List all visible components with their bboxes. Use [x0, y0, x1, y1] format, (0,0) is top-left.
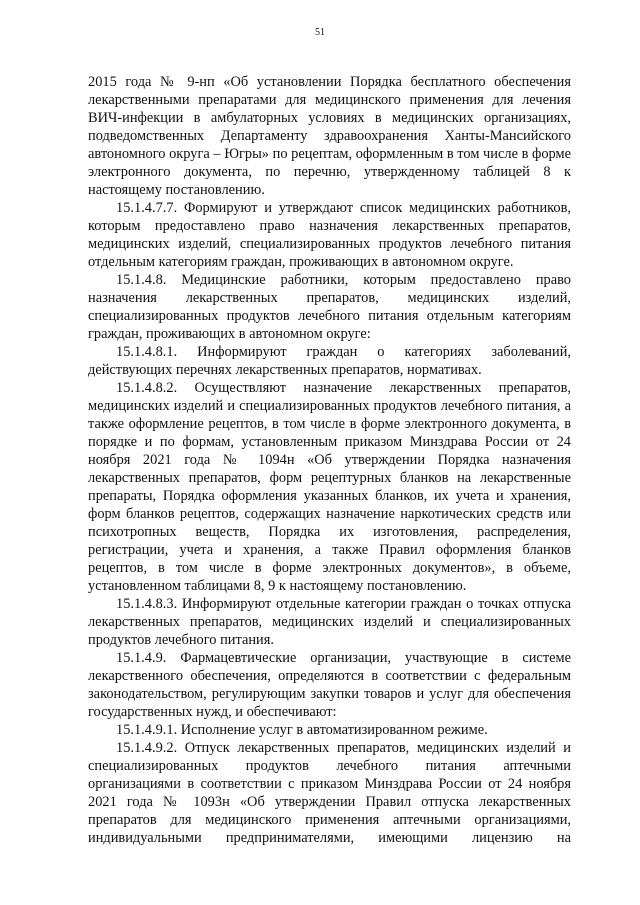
- paragraph-15-1-4-8: 15.1.4.8. Медицинские работники, которым предоставлено право назначения лекарственных препаратов, медицинских изделий, специализированных продуктов лечебного питания отдельным категориям граждан, проживающих в автономном округе:: [88, 272, 571, 342]
- page-number: 51: [315, 27, 325, 38]
- paragraph-15-1-4-9-1: 15.1.4.9.1. Исполнение услуг в автоматизированном режиме.: [116, 722, 488, 738]
- document-body: [88, 73, 571, 847]
- paragraph-15-1-4-8-1: 15.1.4.8.1. Информируют граждан о категориях заболеваний, действующих перечнях лекарственных препаратов, нормативах.: [88, 344, 571, 378]
- paragraph-15-1-4-8-3: 15.1.4.8.3. Информируют отдельные категории граждан о точках отпуска лекарственных препаратов, медицинских изделий и специализированных продуктов лечебного питания.: [88, 596, 571, 648]
- paragraph-15-1-4-9-2: 15.1.4.9.2. Отпуск лекарственных препаратов, медицинских изделий и специализированных продуктов лечебного питания аптечными организациями в соответствии с приказом Минздрава России от 24 ноября 2021 года № 1093н «Об утверждении Правил отпуска лекарственных препаратов для медицинского применения аптечными организациями, индивидуальными предпринимателями, имеющими лицензию на: [88, 740, 571, 846]
- paragraph-15-1-4-9: 15.1.4.9. Фармацевтические организации, участвующие в системе лекарственного обеспечения, определяются в соответствии с федеральным законодательством, регулирующим закупки товаров и услуг для обеспечения государственных нужд, и обеспечивают:: [88, 650, 571, 720]
- paragraph-15-1-4-7-7: 15.1.4.7.7. Формируют и утверждают список медицинских работников, которым предоставлено право назначения лекарственных препаратов, медицинских изделий, специализированных продуктов лечебного питания отдельным категориям граждан, проживающих в автономном округе.: [88, 200, 571, 270]
- paragraph-15-1-4-8-2: 15.1.4.8.2. Осуществляют назначение лекарственных препаратов, медицинских изделий и специализированных продуктов лечебного питания, а также оформление рецептов, в том числе в форме электронного документа, в порядке и по формам, установленным приказом Минздрава России от 24 ноября 2021 года № 1094н «Об утверждении Порядка назначения лекарственных препаратов, форм рецептурных бланков на лекарственные препараты, Порядка оформления указанных бланков, их учета и хранения, форм бланков рецептов, содержащих назначение наркотических средств или психотропных веществ, Порядка их изготовления, распределения, регистрации, учета и хранения, а также Правил оформления бланков рецептов, в том числе в форме электронных документов», в объеме, установленном таблицами 8, 9 к настоящему постановлению.: [88, 380, 571, 594]
- paragraph-continuation: 2015 года № 9-нп «Об установлении Порядка бесплатного обеспечения лекарственными препаратами для медицинского применения для лечения ВИЧ-инфекции в амбулаторных условиях в медицинских организациях, подведомственных Департаменту здравоохранения Ханты-Мансийского автономного округа – Югры» по рецептам, оформленным в том числе в форме электронного документа, по перечню, утвержденному таблицей 8 к настоящему постановлению.: [88, 74, 571, 198]
